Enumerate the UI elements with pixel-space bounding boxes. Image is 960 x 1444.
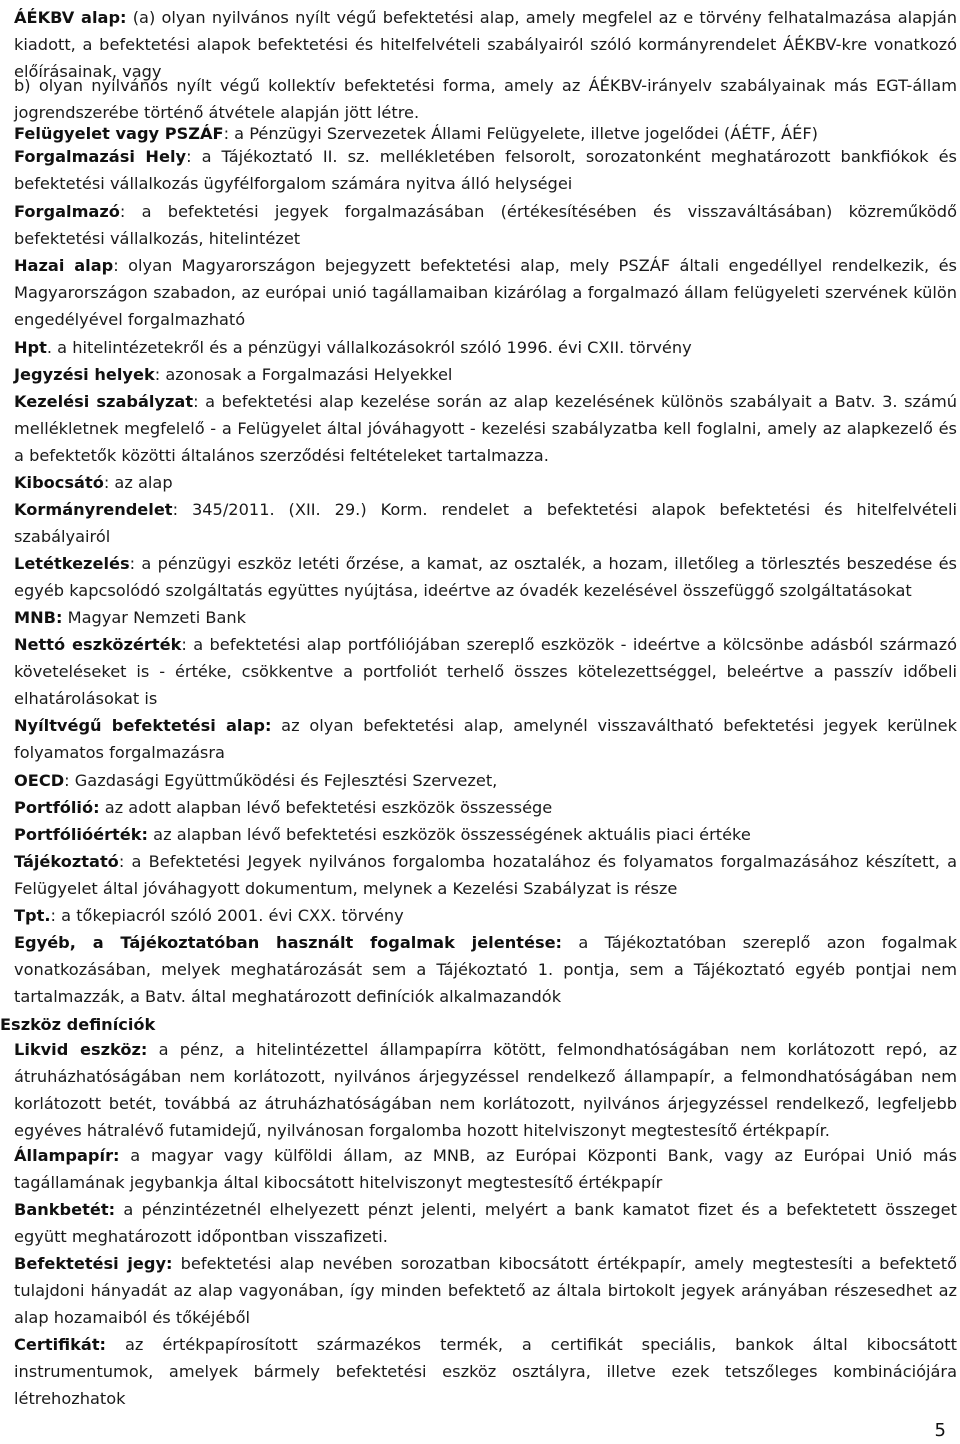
definition-term: Hazai alap xyxy=(14,256,114,275)
definition-kormanyrendelet xyxy=(14,496,957,550)
definition-text: : a pénzügyi eszköz letéti őrzése, a kamat, az osztalék, a hozam, illetőleg a törlesztés beszedése és egyéb kapcsolódó szolgáltatás együttes nyújtása, ideértve az óvadék kezelésével összefüggő szolgáltatásokat xyxy=(14,554,957,600)
definition-nyiltvegu-alap xyxy=(14,712,957,766)
section-heading: Eszköz definíciók xyxy=(0,1015,156,1034)
definition-text: : a befektetési jegyek forgalmazásában (értékesítésében és visszaváltásában) közreműködő befektetési vállalkozás, hitelintézet xyxy=(14,202,957,248)
definition-term: Állampapír: xyxy=(14,1146,120,1165)
definition-forgalmazo xyxy=(14,198,957,252)
definition-term: Kormányrendelet xyxy=(14,500,173,519)
definition-text: . a hitelintézetekről és a pénzügyi vállalkozásokról szóló 1996. évi CXII. törvény xyxy=(46,338,692,357)
definition-term: Portfólió: xyxy=(14,798,100,817)
definition-term: Forgalmazási Hely xyxy=(14,147,187,166)
definition-oecd xyxy=(14,767,957,794)
definition-allampapir xyxy=(14,1142,957,1196)
definition-egyeb xyxy=(14,929,957,1010)
page-number: 5 xyxy=(934,1420,946,1441)
definition-text: az értékpapírosított származékos termék, a certifikát speciális, bankok által kibocsátott instrumentumok, amelyek bármely befektetési eszköz osztályra, illetve ezek tetszőleges kombinációjára létrehozhatok xyxy=(14,1335,957,1408)
definition-term: Likvid eszköz: xyxy=(14,1040,148,1059)
definition-befektetesi-jegy xyxy=(14,1250,957,1331)
definition-tajekoztato xyxy=(14,848,957,902)
definition-text: : a tőkepiacról szóló 2001. évi CXX. törvény xyxy=(50,906,404,925)
definition-text: az alapban lévő befektetési eszközök összességének aktuális piaci értéke xyxy=(148,825,751,844)
definition-aekbv-b xyxy=(14,72,957,126)
definition-term: OECD xyxy=(14,771,65,790)
definition-kezelesi-szabalyzat xyxy=(14,388,957,469)
definition-term: Befektetési jegy: xyxy=(14,1254,173,1273)
definition-text: : az alap xyxy=(103,473,173,492)
definition-text: a magyar vagy külföldi állam, az MNB, az Európai Központi Bank, vagy az Európai Unió más tagállamának jegybankja által kibocsátott hitelviszonyt megtestesítő értékpapír xyxy=(14,1146,957,1192)
definition-text: b) olyan nyilvános nyílt végű kollektív befektetési forma, amely az ÁÉKBV-irányelv szabályainak más EGT-állam jogrendszerébe történő átvétele alapján jött létre. xyxy=(14,76,957,122)
definition-term: Kezelési szabályzat xyxy=(14,392,194,411)
definition-portfolio xyxy=(14,794,957,821)
definition-term: Egyéb, a Tájékoztatóban használt fogalmak jelentése: xyxy=(14,933,563,952)
definition-term: MNB: xyxy=(14,608,63,627)
definition-letetkezeles xyxy=(14,550,957,604)
definition-term: Bankbetét: xyxy=(14,1200,116,1219)
definition-term: Kibocsátó xyxy=(14,473,104,492)
definition-text: : azonosak a Forgalmazási Helyekkel xyxy=(154,365,453,384)
definition-text: a pénzintézetnél elhelyezett pénzt jelenti, melyért a bank kamatot fizet és a befektetett összeget együtt meghatározott időpontban visszafizeti. xyxy=(14,1200,957,1246)
definition-term: Hpt xyxy=(14,338,47,357)
definition-text: a Tájékoztatóban szereplő azon fogalmak vonatkozásában, melyek meghatározását sem a Tájékoztató 1. pontja, sem a Tájékoztató egyéb pontjai nem tartalmazzák, a Batv. által meghatározott definíciók alkalmazandók xyxy=(14,933,957,1006)
definition-term: Tájékoztató xyxy=(14,852,119,871)
definition-term: Letétkezelés xyxy=(14,554,130,573)
definition-tpt xyxy=(14,902,957,929)
definition-term: Tpt. xyxy=(14,906,51,925)
definition-term: Nyíltvégű befektetési alap: xyxy=(14,716,272,735)
definition-text: az olyan befektetési alap, amelynél visszaváltható befektetési jegyek kerülnek folyamatos forgalmazásra xyxy=(14,716,957,762)
definition-text: : a Befektetési Jegyek nyilvános forgalomba hozatalához és folyamatos forgalmazásához készített, a Felügyelet által jóváhagyott dokumentum, melynek a Kezelési Szabályzat is része xyxy=(14,852,957,898)
definition-text: : a befektetési alap kezelése során az alap kezelésének különös szabályait a Batv. 3. számú mellékletnek megfelelő - a Felügyelet által jóváhagyott - kezelési szabályzatba kell foglalni, amely az alapkezelő és a befektetők közötti általános szerződési feltételeket tartalmazza. xyxy=(14,392,957,465)
definition-term: Nettó eszközérték xyxy=(14,635,182,654)
definition-text: : a Pénzügyi Szervezetek Állami Felügyelete, illetve jogelődei (ÁÉTF, ÁÉF) xyxy=(223,124,818,143)
definition-text: Magyar Nemzeti Bank xyxy=(62,608,247,627)
definition-kibocsato xyxy=(14,469,957,496)
definition-certifikat xyxy=(14,1331,957,1412)
definition-text: az adott alapban lévő befektetési eszközök összessége xyxy=(99,798,553,817)
definition-text: : a Tájékoztató II. sz. mellékletében felsorolt, sorozatonként meghatározott bankfiókok és befektetési vállalkozás ügyfélforgalom számára nyitva álló helységei xyxy=(14,147,957,193)
definition-jegyzesi-helyek xyxy=(14,361,957,388)
definition-term: ÁÉKBV alap: xyxy=(14,8,127,27)
definition-text: : 345/2011. (XII. 29.) Korm. rendelet a befektetési alapok befektetési és hitelfelvételi szabályairól xyxy=(14,500,957,546)
definition-term: Portfólióérték: xyxy=(14,825,149,844)
definition-text: befektetési alap nevében sorozatban kibocsátott értékpapír, amely megtestesíti a befektető tulajdoni hányadát az alap vagyonában, így minden befektető az általa birtokolt jegyek arányában részesedhet az alap hozamaiból és tőkéjéből xyxy=(14,1254,957,1327)
definition-term: Forgalmazó xyxy=(14,202,120,221)
definition-likvid-eszkoz xyxy=(14,1036,957,1144)
definition-text: a pénz, a hitelintézettel állampapírra kötött, felmondhatóságában nem korlátozott repó, az átruházhatóságában nem korlátozott, nyilvános árjegyzéssel rendelkező állampapír, a felmondhatóságában nem korlátozott betét, továbbá az átruházhatóságában nem korlátozott, nyilvános árjegyzéssel rendelkező, legfeljebb egyéves hátralévő futamidejű, nyilvánosan forgalomba hozott hitelviszonyt megtestesítő értékpapír. xyxy=(14,1040,957,1140)
definition-text: (a) olyan nyilvános nyílt végű befektetési alap, amely megfelel az e törvény felhatalmazása alapján kiadott, a befektetési alapok befektetési és hitelfelvételi szabályairól szóló kormányrendelet ÁÉKBV-kre vonatkozó előírásainak, vagy xyxy=(14,8,957,81)
definition-forgalmazasi-hely xyxy=(14,143,957,197)
definition-bankbetet xyxy=(14,1196,957,1250)
definition-term: Felügyelet vagy PSZÁF xyxy=(14,124,224,143)
definition-portfolioertek xyxy=(14,821,957,848)
definition-netto-eszkozertek xyxy=(14,631,957,712)
definition-hpt xyxy=(14,334,957,361)
definition-mnb xyxy=(14,604,957,631)
definition-text: : Gazdasági Együttműködési és Fejlesztési Szervezet, xyxy=(64,771,498,790)
definition-text: : a befektetési alap portfóliójában szereplő eszközök - ideértve a kölcsönbe adásból származó követeléseket is - értéke, csökkentve a portfoliót terhelő összes kötelezettséggel, beleértve a passzív időbeli elhatárolásokat is xyxy=(14,635,957,708)
definition-term: Certifikát: xyxy=(14,1335,107,1354)
definition-text: : olyan Magyarországon bejegyzett befektetési alap, mely PSZÁF általi engedéllyel rendelkezik, és Magyarországon szabadon, az európai unió tagállamaiban kizárólag a forgalmazó állam felügyeleti szervének külön engedélyével forgalmazható xyxy=(14,256,957,329)
definition-term: Jegyzési helyek xyxy=(14,365,155,384)
definition-hazai-alap xyxy=(14,252,957,333)
